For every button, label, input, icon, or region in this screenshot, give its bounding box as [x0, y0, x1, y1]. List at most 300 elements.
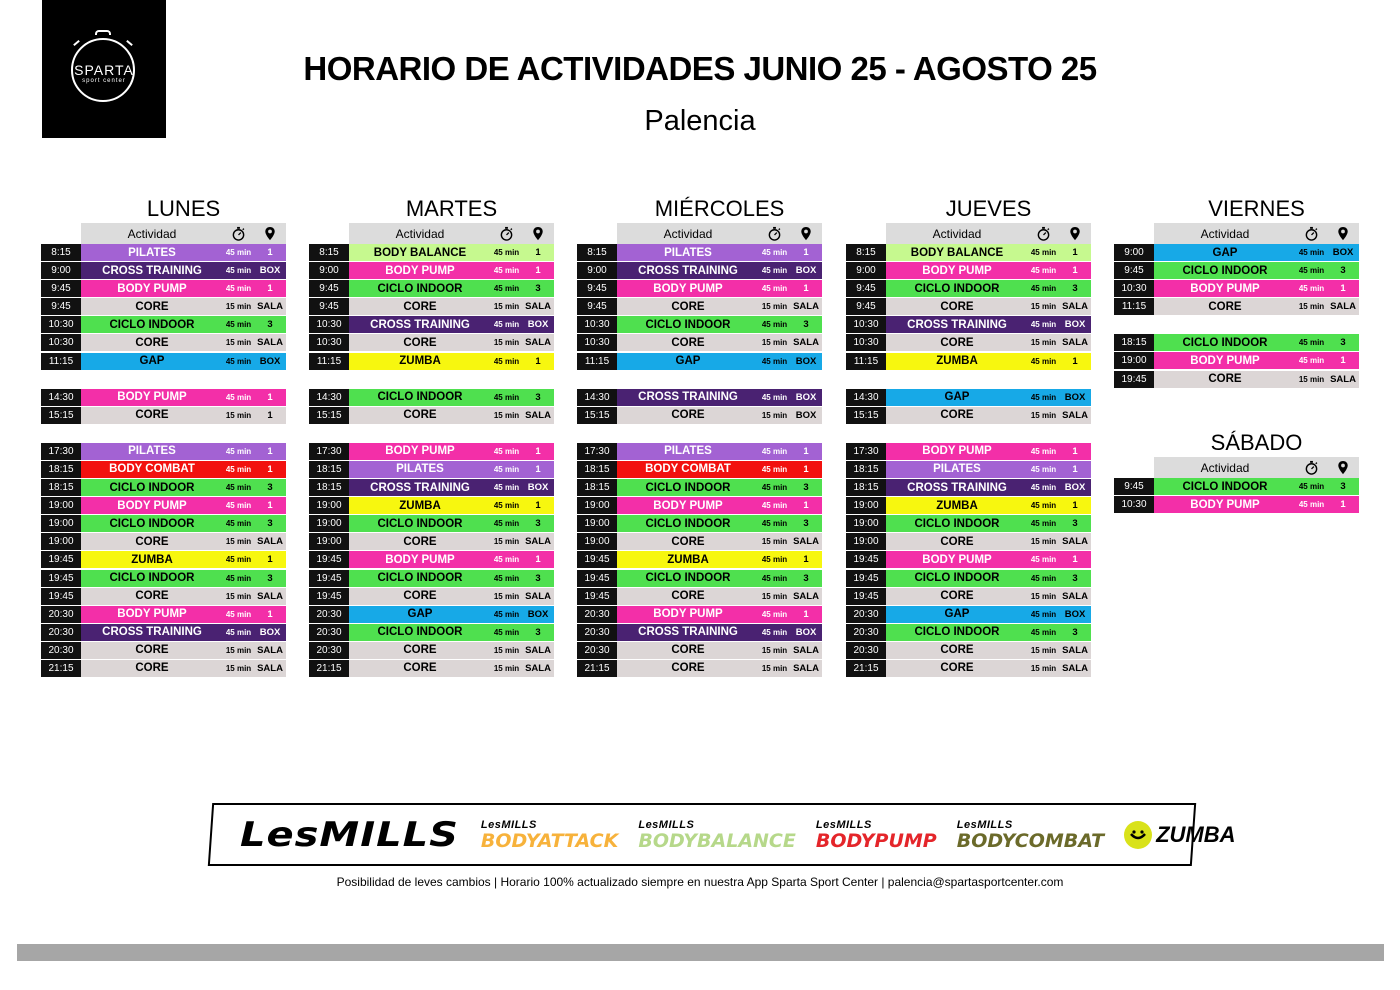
class-duration: 45 min	[1030, 266, 1057, 276]
schedule-row	[1114, 352, 1359, 370]
class-cell	[81, 407, 286, 425]
bodypump-name: BODYPUMP	[815, 830, 937, 852]
class-duration: 45 min	[225, 501, 252, 511]
class-time: 20:30	[846, 642, 886, 660]
class-cell	[81, 353, 286, 371]
class-duration: 45 min	[1030, 284, 1057, 294]
location-pin-icon	[254, 226, 285, 241]
class-time: 9:00	[1114, 244, 1154, 262]
schedule-row	[41, 334, 286, 352]
class-duration: 45 min	[761, 573, 788, 583]
class-duration: 15 min	[225, 645, 252, 655]
schedule-row	[309, 389, 554, 407]
class-cell	[886, 443, 1091, 461]
table-header	[81, 223, 286, 244]
class-cell	[81, 316, 286, 334]
class-room: SALA	[1062, 409, 1088, 421]
class-room: 1	[267, 463, 273, 475]
class-time: 19:45	[846, 551, 886, 569]
schedule-row	[846, 588, 1091, 606]
class-room: SALA	[257, 662, 283, 674]
class-name: CICLO INDOOR	[645, 517, 731, 530]
class-duration: 45 min	[1030, 464, 1057, 474]
class-duration: 45 min	[493, 573, 520, 583]
class-duration: 45 min	[1030, 627, 1057, 637]
class-duration: 45 min	[1030, 501, 1057, 511]
class-room: SALA	[1062, 301, 1088, 313]
class-duration: 45 min	[225, 483, 252, 493]
class-room: 3	[803, 482, 809, 494]
table-header	[1154, 223, 1359, 244]
class-cell	[81, 334, 286, 352]
class-time: 19:45	[309, 570, 349, 588]
class-time: 19:45	[41, 588, 81, 606]
schedule-row	[846, 389, 1091, 407]
schedule-row	[41, 407, 286, 425]
bodycombat-brand: LesMILLS	[956, 819, 1013, 831]
class-cell	[617, 606, 822, 624]
class-cell	[349, 606, 554, 624]
class-name: CROSS TRAINING	[102, 264, 202, 277]
class-duration: 45 min	[493, 248, 520, 257]
class-room: 1	[1072, 445, 1078, 457]
schedule-row	[41, 606, 286, 624]
schedule-row	[309, 353, 554, 371]
class-room: SALA	[525, 644, 551, 656]
day-name: JUEVES	[945, 196, 1032, 221]
class-duration: 15 min	[493, 338, 520, 348]
schedule-row	[41, 624, 286, 642]
location-pin-icon	[1059, 226, 1090, 241]
class-name: CICLO INDOOR	[377, 626, 463, 639]
schedule-row	[41, 588, 286, 606]
schedule-row	[577, 262, 822, 280]
class-time: 14:30	[577, 389, 617, 407]
class-time: 9:00	[309, 262, 349, 280]
class-name: GAP	[1212, 246, 1238, 259]
class-time: 9:45	[1114, 262, 1154, 280]
block-gap	[577, 371, 822, 389]
class-time: 15:15	[577, 407, 617, 425]
class-room: 3	[1340, 481, 1346, 492]
class-time: 14:30	[41, 389, 81, 407]
class-cell	[886, 353, 1091, 371]
class-cell	[617, 497, 822, 515]
class-duration: 15 min	[1030, 537, 1057, 547]
class-cell	[349, 298, 554, 316]
class-room: 3	[535, 391, 541, 403]
class-room: BOX	[1064, 482, 1086, 494]
class-name: ZUMBA	[131, 553, 173, 566]
class-name: CORE	[671, 300, 705, 313]
class-cell	[349, 407, 554, 425]
class-duration: 45 min	[225, 248, 252, 257]
class-name: CROSS TRAINING	[638, 626, 738, 639]
class-duration: 45 min	[225, 627, 252, 637]
class-time: 9:45	[309, 280, 349, 298]
class-room: 1	[267, 409, 273, 421]
block-gap	[309, 425, 554, 443]
class-cell	[81, 461, 286, 479]
class-time: 17:30	[846, 443, 886, 461]
class-duration: 45 min	[493, 356, 520, 366]
class-time: 9:45	[309, 298, 349, 316]
class-room: 3	[1072, 572, 1078, 584]
page-subtitle: Palencia	[644, 105, 756, 137]
class-time: 20:30	[41, 642, 81, 660]
class-room: BOX	[1064, 608, 1086, 620]
schedule-row	[309, 497, 554, 515]
schedule-row	[309, 551, 554, 569]
class-room: BOX	[1064, 391, 1086, 403]
schedule-row	[309, 533, 554, 551]
class-cell	[349, 244, 554, 262]
class-room: 3	[1072, 626, 1078, 638]
schedule-row	[1114, 334, 1359, 352]
schedule-row	[309, 443, 554, 461]
class-duration: 15 min	[225, 302, 252, 312]
schedule-row	[309, 280, 554, 298]
class-name: CICLO INDOOR	[1182, 480, 1268, 493]
class-room: BOX	[527, 482, 549, 494]
class-time: 8:15	[309, 244, 349, 262]
schedule-row	[846, 407, 1091, 425]
class-room: SALA	[525, 409, 551, 421]
class-room: SALA	[1330, 301, 1356, 313]
lesmills-logo: LesMILLS	[240, 815, 459, 855]
class-room: 1	[267, 554, 273, 566]
class-duration: 45 min	[1298, 338, 1325, 348]
schedule-row	[41, 389, 286, 407]
class-name: ZUMBA	[936, 355, 978, 368]
class-room: 3	[1340, 337, 1346, 349]
class-cell	[1154, 280, 1359, 298]
class-name: CICLO INDOOR	[914, 517, 1000, 530]
class-room: SALA	[257, 301, 283, 313]
class-room: BOX	[259, 355, 281, 367]
schedule-row	[41, 353, 286, 371]
class-cell	[1154, 371, 1359, 389]
class-duration: 45 min	[493, 483, 520, 493]
class-name: BODY PUMP	[385, 264, 455, 277]
class-name: CICLO INDOOR	[109, 572, 195, 584]
schedule-row	[846, 334, 1091, 352]
class-duration: 45 min	[1298, 284, 1325, 294]
class-name: ZUMBA	[399, 499, 441, 512]
class-duration: 15 min	[761, 410, 788, 420]
schedule-row	[577, 298, 822, 316]
schedule-row	[577, 570, 822, 588]
class-duration: 45 min	[1030, 609, 1057, 619]
class-room: SALA	[257, 644, 283, 656]
class-name: BODY PUMP	[653, 282, 723, 295]
class-room: 1	[267, 500, 273, 512]
schedule-row	[41, 551, 286, 569]
schedule-row	[309, 588, 554, 606]
schedule-row	[846, 280, 1091, 298]
block-gap	[41, 371, 286, 389]
class-name: CROSS TRAINING	[370, 318, 470, 331]
class-time: 20:30	[846, 606, 886, 624]
class-cell	[886, 298, 1091, 316]
class-duration: 45 min	[493, 284, 520, 294]
class-name: CORE	[671, 662, 705, 675]
class-cell	[349, 389, 554, 407]
class-cell	[617, 515, 822, 533]
class-cell	[81, 588, 286, 606]
schedule-row	[577, 334, 822, 352]
schedule-row	[1114, 280, 1359, 298]
class-name: BODY PUMP	[117, 499, 187, 512]
class-cell	[81, 606, 286, 624]
class-cell	[81, 244, 286, 262]
class-room: SALA	[257, 536, 283, 548]
class-time: 9:45	[846, 298, 886, 316]
schedule-row	[846, 298, 1091, 316]
class-name: CORE	[403, 336, 437, 349]
schedule-row	[309, 624, 554, 642]
class-room: 1	[535, 265, 541, 277]
header-activity: Actividad	[395, 226, 445, 241]
class-name: CORE	[671, 336, 705, 349]
zumba-icon	[1124, 821, 1152, 849]
class-cell	[349, 262, 554, 280]
class-duration: 45 min	[225, 519, 252, 529]
schedule-row	[309, 407, 554, 425]
class-name: BODY PUMP	[922, 553, 992, 566]
class-time: 19:00	[846, 497, 886, 515]
class-room: 3	[267, 319, 273, 331]
class-duration: 45 min	[493, 555, 520, 565]
bodypump-brand: LesMILLS	[815, 819, 872, 831]
class-duration: 45 min	[761, 248, 788, 257]
schedule-row	[41, 479, 286, 497]
class-name: BODY PUMP	[117, 608, 187, 621]
class-name: CICLO INDOOR	[109, 318, 195, 331]
class-name: CORE	[940, 644, 974, 657]
class-cell	[617, 533, 822, 551]
class-room: 1	[535, 500, 541, 512]
schedule-row	[41, 262, 286, 280]
class-room: 1	[803, 283, 809, 295]
class-cell	[81, 642, 286, 660]
class-room: SALA	[525, 590, 551, 602]
class-duration: 45 min	[1030, 555, 1057, 565]
class-time: 15:15	[846, 407, 886, 425]
class-cell	[886, 624, 1091, 642]
class-time: 9:45	[41, 298, 81, 316]
class-room: BOX	[527, 319, 549, 331]
bodypump-logo	[816, 819, 937, 851]
class-duration: 45 min	[1030, 446, 1057, 456]
logo-sub: sport center	[82, 78, 126, 84]
bodyattack-logo	[481, 819, 618, 851]
class-time: 21:15	[577, 660, 617, 678]
class-room: SALA	[1330, 373, 1356, 385]
class-name: CORE	[135, 336, 169, 349]
schedule-row	[309, 606, 554, 624]
class-cell	[617, 280, 822, 298]
class-time: 10:30	[309, 316, 349, 334]
stopwatch-icon	[759, 226, 790, 241]
class-name: CICLO INDOOR	[377, 517, 463, 530]
class-name: BODY PUMP	[1190, 282, 1260, 295]
class-time: 9:45	[577, 280, 617, 298]
class-room: BOX	[259, 265, 281, 277]
class-room: 1	[1340, 283, 1346, 295]
header-activity: Actividad	[932, 226, 982, 241]
zumba-text: ZUMBA	[1156, 822, 1236, 847]
class-time: 18:15	[577, 479, 617, 497]
class-duration: 15 min	[1298, 374, 1325, 384]
class-time: 10:30	[1114, 496, 1154, 514]
class-duration: 15 min	[493, 663, 520, 673]
class-time: 20:30	[577, 624, 617, 642]
class-name: CORE	[940, 300, 974, 313]
class-duration: 15 min	[761, 645, 788, 655]
class-name: CORE	[1208, 300, 1242, 313]
schedule-row	[41, 280, 286, 298]
table-header	[349, 223, 554, 244]
class-cell	[349, 353, 554, 371]
class-room: 3	[803, 572, 809, 584]
class-room: 3	[1340, 265, 1346, 277]
class-room: 1	[803, 445, 809, 457]
class-name: CICLO INDOOR	[1182, 336, 1268, 349]
class-name: CICLO INDOOR	[377, 572, 463, 584]
class-room: 3	[1072, 518, 1078, 530]
class-room: SALA	[793, 536, 819, 548]
class-time: 19:45	[1114, 371, 1154, 389]
location-pin-icon	[1327, 460, 1358, 475]
class-cell	[617, 353, 822, 371]
class-cell	[886, 551, 1091, 569]
class-duration: 45 min	[761, 320, 788, 330]
class-duration: 45 min	[225, 284, 252, 294]
class-time: 17:30	[577, 443, 617, 461]
class-name: BODY PUMP	[653, 608, 723, 621]
class-name: GAP	[139, 355, 165, 368]
class-name: CORE	[940, 535, 974, 548]
class-room: SALA	[793, 590, 819, 602]
class-name: BODY PUMP	[922, 264, 992, 277]
class-time: 9:00	[577, 262, 617, 280]
class-duration: 45 min	[761, 483, 788, 493]
class-room: 3	[803, 518, 809, 530]
schedule-row	[846, 551, 1091, 569]
class-cell	[81, 298, 286, 316]
class-cell	[1154, 352, 1359, 370]
class-name: BODY PUMP	[653, 499, 723, 512]
class-time: 20:30	[577, 606, 617, 624]
schedule-row	[309, 479, 554, 497]
class-cell	[81, 551, 286, 569]
class-name: CICLO INDOOR	[109, 517, 195, 530]
class-duration: 45 min	[1030, 483, 1057, 493]
class-name: CORE	[940, 590, 974, 603]
class-cell	[1154, 244, 1359, 262]
class-cell	[886, 642, 1091, 660]
class-room: SALA	[525, 337, 551, 349]
class-time: 8:15	[577, 244, 617, 262]
class-time: 19:00	[577, 497, 617, 515]
class-room: 1	[803, 554, 809, 566]
schedule-row	[41, 316, 286, 334]
class-room: 1	[1072, 554, 1078, 566]
class-duration: 45 min	[225, 573, 252, 583]
class-cell	[617, 624, 822, 642]
logo-brand: SPARTA	[74, 62, 134, 78]
class-time: 20:30	[41, 624, 81, 642]
class-time: 20:30	[577, 642, 617, 660]
class-duration: 45 min	[493, 266, 520, 276]
schedule-row	[309, 262, 554, 280]
class-name: CICLO INDOOR	[377, 282, 463, 295]
class-room: 3	[535, 283, 541, 295]
class-time: 18:15	[846, 461, 886, 479]
class-time: 9:45	[846, 280, 886, 298]
schedule-row	[1114, 478, 1359, 496]
bodyattack-brand: LesMILLS	[480, 819, 537, 831]
class-time: 11:15	[1114, 298, 1154, 316]
class-name: BODY PUMP	[1190, 498, 1260, 511]
class-cell	[81, 262, 286, 280]
class-time: 19:00	[1114, 352, 1154, 370]
schedule-row	[846, 244, 1091, 262]
class-cell	[349, 642, 554, 660]
class-room: 1	[535, 554, 541, 566]
class-duration: 45 min	[1030, 356, 1057, 366]
class-room: BOX	[795, 355, 817, 367]
bodyattack-name: BODYATTACK	[480, 830, 619, 852]
class-duration: 45 min	[761, 392, 788, 402]
class-name: PILATES	[664, 445, 712, 458]
class-room: BOX	[795, 391, 817, 403]
table-header	[617, 223, 822, 244]
class-name: CORE	[403, 590, 437, 603]
schedule-row	[577, 515, 822, 533]
location-pin-icon	[1327, 226, 1358, 241]
footer-note: Posibilidad de leves cambios | Horario 100% actualizado siempre en nuestra App Sparta Sport Center | palencia@spartasportcenter.com	[336, 875, 1064, 889]
class-name: CORE	[940, 336, 974, 349]
class-time: 18:15	[846, 479, 886, 497]
class-time: 14:30	[309, 389, 349, 407]
schedule-row	[846, 479, 1091, 497]
class-room: SALA	[1062, 337, 1088, 349]
class-time: 18:15	[309, 461, 349, 479]
class-name: CICLO INDOOR	[914, 282, 1000, 295]
class-duration: 45 min	[1030, 519, 1057, 529]
schedule-row	[41, 660, 286, 678]
class-time: 18:15	[577, 461, 617, 479]
header-activity: Actividad	[1200, 226, 1250, 241]
class-time: 19:00	[41, 497, 81, 515]
class-duration: 45 min	[225, 320, 252, 330]
schedule-row	[1114, 298, 1359, 316]
day-column-jueves	[846, 195, 1091, 678]
class-cell	[81, 660, 286, 678]
class-time: 19:45	[577, 551, 617, 569]
class-cell	[886, 334, 1091, 352]
class-room: SALA	[257, 590, 283, 602]
class-room: 1	[535, 355, 541, 367]
class-duration: 15 min	[225, 537, 252, 547]
class-duration: 15 min	[761, 338, 788, 348]
class-duration: 15 min	[493, 302, 520, 312]
class-time: 11:15	[577, 353, 617, 371]
class-room: SALA	[1062, 590, 1088, 602]
schedule-row	[41, 497, 286, 515]
